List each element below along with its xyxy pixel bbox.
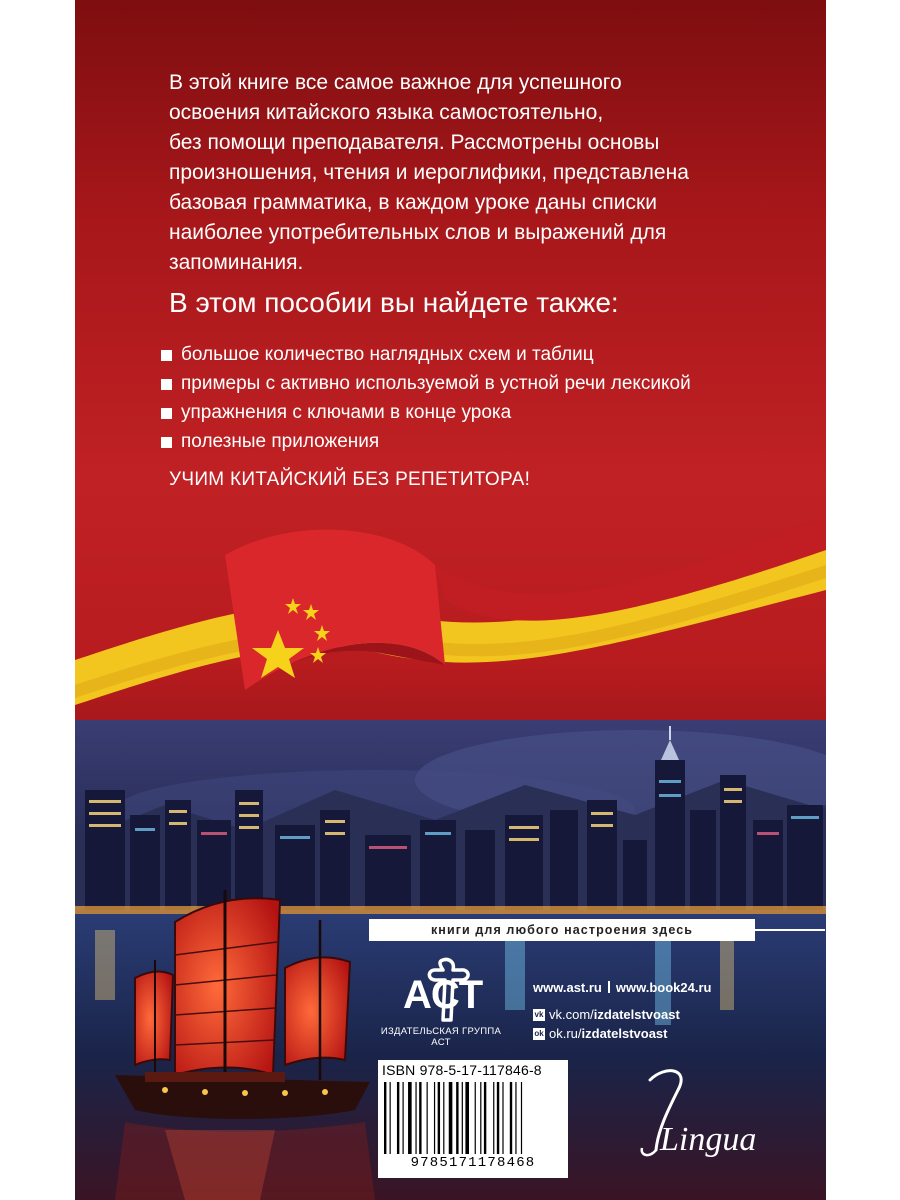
square-bullet-icon [161, 350, 172, 361]
lingua-logo-text: Lingua [660, 1121, 757, 1158]
ast-logo-icon [371, 950, 511, 1026]
book-description: В этой книге все самое важное для успешного освоения китайского языка самостоятельно, без помощи преподавателя. Рассмотрены основы произношения, чтения и иероглифики, представлена базовая грамматика, в каждом уроке даны списки наиболее употребительных слов и выражений для запоминания. [169, 71, 689, 274]
ast-logo-text: АСТ [403, 973, 484, 1017]
square-bullet-icon [161, 379, 172, 390]
book-back-cover [75, 0, 826, 1200]
barcode-digits: 9785171178468 [410, 1155, 536, 1171]
square-bullet-icon [161, 408, 172, 419]
list-item: полезные приложения [161, 428, 691, 456]
publisher-links [533, 980, 711, 1045]
vk-icon: vk [534, 1009, 544, 1019]
slogan: УЧИМ КИТАЙСКИЙ БЕЗ РЕПЕТИТОРА! [169, 469, 531, 490]
isbn-number: ISBN 978-5-17-117846-8 [382, 1062, 542, 1078]
list-item: большое количество наглядных схем и таблиц [161, 341, 691, 369]
square-bullet-icon [161, 437, 172, 448]
ast-website-link[interactable]: www.ast.ru [533, 980, 602, 995]
isbn-barcode [378, 1060, 568, 1178]
ok-icon: ok [534, 1028, 544, 1038]
website-links [533, 980, 711, 995]
publisher-tagline: книги для любого настроения здесь [369, 919, 755, 941]
list-item: упражнения с ключами в конце урока [161, 399, 691, 427]
publisher-group-name: ИЗДАТЕЛЬСКАЯ ГРУППА АСТ [380, 1026, 502, 1048]
book24-website-link[interactable]: www.book24.ru [615, 980, 712, 995]
divider [608, 981, 610, 993]
vk-link[interactable]: vk vk.com/ izdatelstvoast [534, 1007, 680, 1022]
ok-link[interactable]: ok ok.ru/ izdatelstvoast [534, 1026, 668, 1041]
list-item: примеры с активно используемой в устной речи лексикой [161, 370, 691, 398]
china-flag-ribbon [75, 520, 826, 770]
lingua-logo [620, 1060, 780, 1170]
features-list [161, 341, 691, 457]
barcode-bars [384, 1082, 562, 1154]
ast-logo [371, 950, 511, 1048]
features-heading: В этом пособии вы найдете также: [169, 287, 619, 318]
cover-text-block [75, 0, 826, 520]
